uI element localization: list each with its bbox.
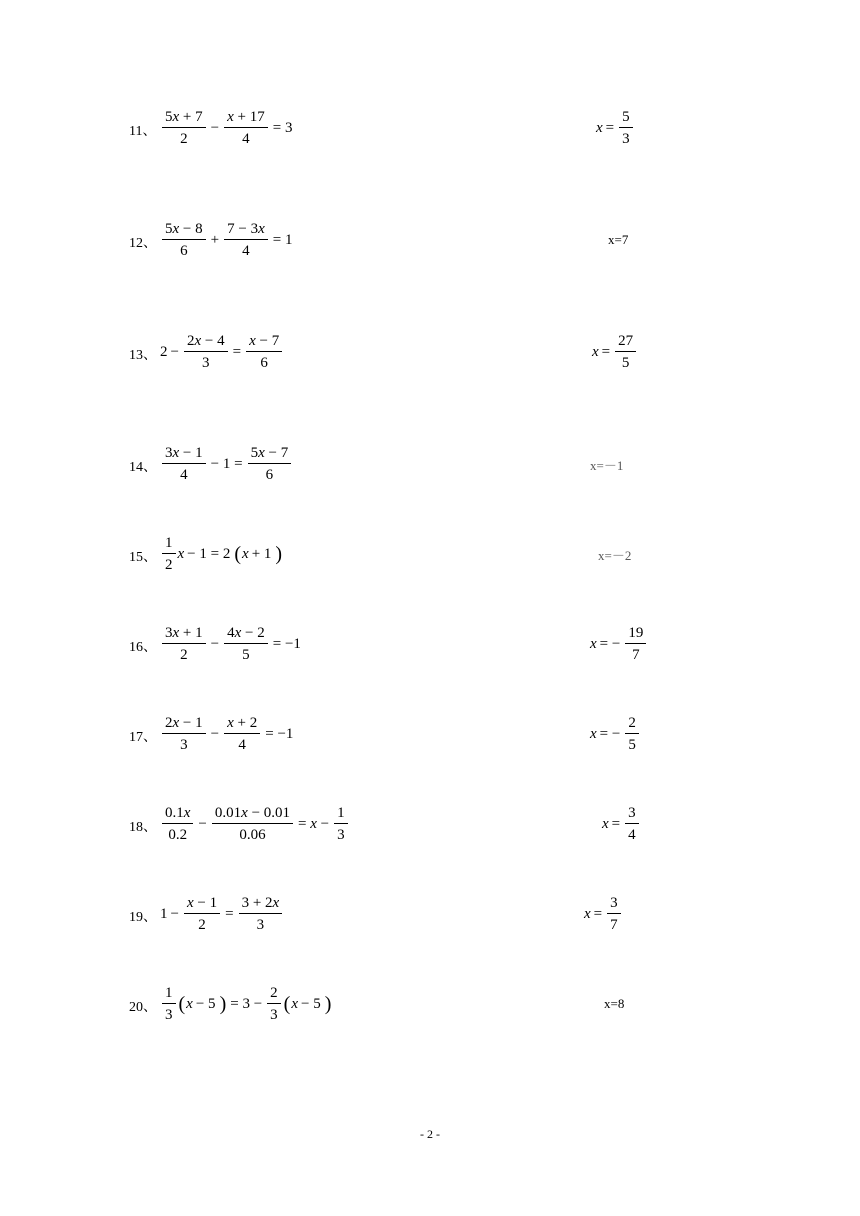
problem-number: 15、	[129, 550, 157, 565]
answer: x = $\frac{5}{3}$	[596, 98, 635, 158]
equation: 1 − $\frac{x - 1}{2}$ = $\frac{3 + 2x}{3}$	[160, 884, 284, 944]
answer: x = $\frac{3}{4}$	[602, 794, 641, 854]
problem-number: 11、	[129, 124, 157, 139]
equation: $\frac{3x - 1}{4}$ − 1 = $\frac{5x - 7}{6}$	[160, 434, 293, 494]
problem-20	[0, 974, 860, 1054]
equation: $\frac{5x - 8}{6}$ + $\frac{7 - 3x}{4}$ = 1	[160, 210, 295, 270]
equation: $\frac{5x + 7}{2}$ − $\frac{x + 17}{4}$ = 3	[160, 98, 295, 158]
answer: x=－1	[590, 457, 624, 473]
problem-number: 17、	[129, 730, 157, 745]
answer: x = − $\frac{19}{7}$	[590, 614, 648, 674]
problem-12	[0, 210, 860, 290]
problem-16	[0, 614, 860, 694]
answer: x = − $\frac{2}{5}$	[590, 704, 641, 764]
equation: $\frac{1}{3}$ ( x − 5 ) = 3 − $\frac{2}{3}$ ( x − 5 )	[160, 974, 332, 1034]
problem-18	[0, 794, 860, 874]
problem-number: 18、	[129, 820, 157, 835]
answer: x=8	[604, 996, 625, 1011]
equation: $\frac{0.1x}{0.2}$ − $\frac{0.01x - 0.01}{0.06}$ = x − $\frac{1}{3}$	[160, 794, 350, 854]
problem-number: 19、	[129, 910, 157, 925]
answer: x=－2	[598, 547, 632, 563]
problem-13	[0, 322, 860, 402]
equation: $\frac{1}{2}$ x − 1 = 2 ( x + 1 )	[160, 524, 283, 584]
problem-19	[0, 884, 860, 964]
problem-14	[0, 434, 860, 514]
problem-15	[0, 524, 860, 604]
problem-17	[0, 704, 860, 784]
problem-number: 13、	[129, 348, 157, 363]
equation: 2 − $\frac{2x - 4}{3}$ = $\frac{x - 7}{6}$	[160, 322, 284, 382]
equation: $\frac{3x + 1}{2}$ − $\frac{4x - 2}{5}$ = −1	[160, 614, 304, 674]
problem-number: 14、	[129, 460, 157, 475]
problem-number: 12、	[129, 236, 157, 251]
problem-number: 16、	[129, 640, 157, 655]
page-number: - 2 -	[420, 1127, 440, 1141]
problem-number: 20、	[129, 1000, 157, 1015]
problem-11	[0, 98, 860, 178]
answer: x = $\frac{3}{7}$	[584, 884, 623, 944]
answer: x=7	[608, 232, 629, 247]
answer: x = $\frac{27}{5}$	[592, 322, 638, 382]
equation: $\frac{2x - 1}{3}$ − $\frac{x + 2}{4}$ = −1	[160, 704, 296, 764]
